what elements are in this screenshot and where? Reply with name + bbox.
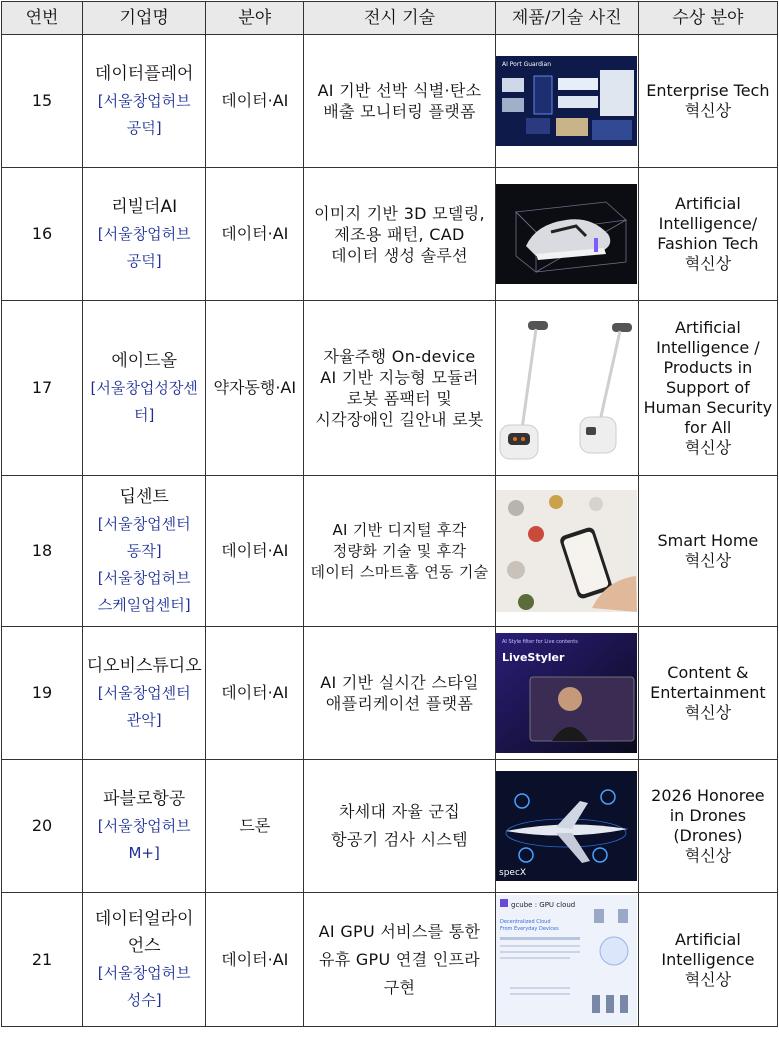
row-no: 15 <box>2 35 83 168</box>
tech-line: 유휴 GPU 연결 인프라 <box>318 949 481 969</box>
company-hub: [서울창업센터 <box>97 514 191 533</box>
table-row <box>2 168 778 301</box>
product-photo-ai-port-guardian <box>496 55 637 147</box>
award-line: 혁신상 <box>684 101 732 120</box>
award-line: Fashion Tech <box>657 234 759 253</box>
tech-cell <box>304 35 495 168</box>
field-cell: 데이터·AI <box>206 893 304 1027</box>
award-cell <box>638 168 777 301</box>
award-cell <box>638 35 777 168</box>
company-cell <box>83 476 206 627</box>
award-line: Products in <box>663 358 753 377</box>
award-line: in Drones <box>669 806 747 825</box>
tech-line: AI 기반 지능형 모듈러 <box>320 368 479 387</box>
tech-line: 제조용 패턴, CAD <box>334 224 465 244</box>
award-line: 혁신상 <box>684 703 732 722</box>
tech-line: 구현 <box>383 977 416 997</box>
svg-text:gcube : GPU cloud: gcube : GPU cloud <box>511 900 576 909</box>
award-cell <box>638 893 777 1027</box>
row-no: 19 <box>2 627 83 760</box>
company-cell <box>83 627 206 760</box>
company-name: 디오비스튜디오 <box>86 655 202 676</box>
field-cell: 데이터·AI <box>206 168 304 301</box>
award-line: Artificial <box>674 318 741 337</box>
product-photo-gcube <box>496 895 637 1025</box>
header-no: 연번 <box>2 2 83 35</box>
tech-line: 항공기 검사 시스템 <box>331 830 468 849</box>
svg-text:specX: specX <box>499 868 527 878</box>
table-row <box>2 893 778 1027</box>
field-cell: 데이터·AI <box>206 476 304 627</box>
field-cell: 데이터·AI <box>206 627 304 760</box>
product-photo-drone-inspection <box>496 771 637 881</box>
company-cell <box>83 35 206 168</box>
tech-line: 데이터 생성 솔루션 <box>331 245 468 265</box>
company-cell <box>83 893 206 1027</box>
table-row <box>2 760 778 893</box>
tech-cell <box>304 476 495 627</box>
company-hub: [서울창업허브 <box>97 963 191 982</box>
award-line: Human Security <box>643 398 773 417</box>
tech-line: 애플리케이션 플랫폼 <box>325 694 474 713</box>
company-name: 딥센트 <box>119 486 169 507</box>
photo-cell <box>495 627 638 760</box>
award-line: 혁신상 <box>684 438 732 457</box>
tech-line: 배출 모니터링 플랫폼 <box>323 102 476 121</box>
header-row <box>2 2 778 35</box>
award-line: Artificial <box>674 194 741 213</box>
company-hub: 성수] <box>126 990 162 1009</box>
tech-line: 로봇 폼팩터 및 <box>346 389 453 408</box>
tech-cell <box>304 760 495 893</box>
tech-line: AI 기반 디지털 후각 <box>332 520 467 539</box>
field-cell: 데이터·AI <box>206 35 304 168</box>
product-photo-livestyler <box>496 633 637 753</box>
award-line: for All <box>684 418 732 437</box>
company-name: 데이터플레어 <box>94 63 194 84</box>
tech-line: 차세대 자율 군집 <box>338 802 461 821</box>
company-hub: [서울창업허브 <box>97 91 191 110</box>
product-photo-3d-shoe <box>496 184 637 284</box>
award-cell <box>638 760 777 893</box>
svg-text:From Everyday Devices: From Everyday Devices <box>500 925 559 932</box>
tech-line: AI 기반 선박 식별·탄소 <box>317 81 482 100</box>
tech-line: AI GPU 서비스를 통한 <box>318 921 481 941</box>
header-tech: 전시 기술 <box>304 2 495 35</box>
company-cell <box>83 760 206 893</box>
company-hub: 관악] <box>126 710 162 729</box>
row-no: 21 <box>2 893 83 1027</box>
svg-text:LiveStyler: LiveStyler <box>502 651 565 664</box>
photo-cell <box>495 893 638 1027</box>
product-photo-scent-app <box>496 490 637 612</box>
product-photo-guide-robots <box>496 303 637 473</box>
company-hub: [서울창업허브 <box>97 816 191 835</box>
tech-cell <box>304 627 495 760</box>
photo-cell <box>495 476 638 627</box>
tech-line: 자율주행 On-device <box>323 347 476 366</box>
company-name: 에이드올 <box>111 350 178 371</box>
table-row <box>2 476 778 627</box>
company-hub: 동작] <box>126 541 162 560</box>
tech-line: 정량화 기술 및 후각 <box>332 541 467 560</box>
tech-line: AI 기반 실시간 스타일 <box>320 673 479 692</box>
row-no: 18 <box>2 476 83 627</box>
award-line: (Drones) <box>673 826 743 845</box>
company-name: 리빌더AI <box>111 196 178 217</box>
award-line: Smart Home <box>657 531 759 550</box>
award-line: Intelligence <box>661 949 755 969</box>
tech-line: 데이터 스마트홈 연동 기술 <box>310 562 489 581</box>
award-line: Artificial <box>674 929 741 949</box>
award-line: 혁신상 <box>684 551 732 570</box>
company-hub: M+] <box>128 843 160 862</box>
tech-line: 이미지 기반 3D 모델링, <box>314 203 485 223</box>
tech-cell <box>304 893 495 1027</box>
photo-cell <box>495 760 638 893</box>
company-cell <box>83 168 206 301</box>
award-line: 혁신상 <box>684 254 732 273</box>
award-cell <box>638 301 777 476</box>
row-no: 17 <box>2 301 83 476</box>
header-photo: 제품/기술 사진 <box>495 2 638 35</box>
award-line: 혁신상 <box>684 969 732 989</box>
company-hub: 공덕] <box>126 118 162 137</box>
header-company: 기업명 <box>83 2 206 35</box>
field-cell: 드론 <box>206 760 304 893</box>
award-line: 혁신상 <box>684 846 732 865</box>
header-award: 수상 분야 <box>638 2 777 35</box>
row-no: 16 <box>2 168 83 301</box>
award-line: Intelligence/ <box>658 214 758 233</box>
row-no: 20 <box>2 760 83 893</box>
table-row <box>2 35 778 168</box>
award-line: 2026 Honoree <box>651 786 765 805</box>
company-hub: [서울창업센터 <box>97 683 191 702</box>
award-line: Intelligence / <box>656 338 760 357</box>
tech-cell <box>304 168 495 301</box>
table-row <box>2 301 778 476</box>
company-name: 파블로항공 <box>103 788 186 809</box>
header-field: 분야 <box>206 2 304 35</box>
company-name-cont: 언스 <box>127 935 161 956</box>
award-cell <box>638 476 777 627</box>
company-hub: 스케일업센터] <box>97 595 191 614</box>
award-table <box>1 1 778 1027</box>
company-hub: 공덕] <box>126 251 162 270</box>
photo-cell <box>495 168 638 301</box>
tech-cell <box>304 301 495 476</box>
award-line: Enterprise Tech <box>646 81 770 100</box>
table-row <box>2 627 778 760</box>
company-hub: [서울창업허브 <box>97 568 191 587</box>
company-hub: [서울창업성장센터] <box>90 378 198 424</box>
svg-text:AI Style filter for Live conte: AI Style filter for Live contents <box>502 639 579 645</box>
field-cell: 약자동행·AI <box>206 301 304 476</box>
photo-cell <box>495 301 638 476</box>
award-line: Support of <box>666 378 750 397</box>
company-name: 데이터얼라이 <box>94 908 194 929</box>
company-hub: [서울창업허브 <box>97 224 191 243</box>
company-cell <box>83 301 206 476</box>
svg-text:Decentralized Cloud: Decentralized Cloud <box>500 918 551 925</box>
photo-cell <box>495 35 638 168</box>
award-line: Entertainment <box>650 683 766 702</box>
svg-text:AI Port Guardian: AI Port Guardian <box>502 61 552 68</box>
award-line: Content & <box>667 663 749 682</box>
award-cell <box>638 627 777 760</box>
tech-line: 시각장애인 길안내 로봇 <box>315 410 484 429</box>
